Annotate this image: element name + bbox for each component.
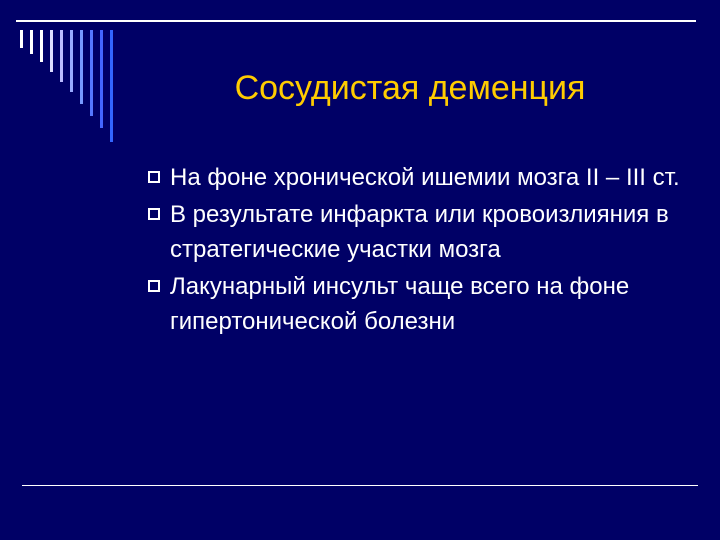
bullet-list [148, 160, 688, 341]
stripe [110, 30, 113, 142]
slide-title: Сосудистая деменция [234, 69, 586, 107]
bullet-text: На фоне хронической ишемии мозга II – III ст. [170, 164, 680, 191]
bullet-item [148, 160, 688, 195]
square-bullet-icon [148, 208, 160, 220]
bullet-item [148, 269, 688, 339]
square-bullet-icon [148, 171, 160, 183]
bullet-text: Лакунарный инсульт чаще всего на фоне гипертонической болезни [170, 273, 630, 335]
stripe [80, 30, 83, 104]
stripe [40, 30, 43, 62]
bottom-rule [22, 485, 698, 486]
bullet-text: В результате инфаркта или кровоизлияния в стратегические участки мозга [170, 201, 669, 263]
stripe [90, 30, 93, 116]
stripe [60, 30, 63, 82]
stripe [20, 30, 23, 48]
bullet-item [148, 197, 688, 267]
stripe [30, 30, 33, 54]
top-rule [16, 20, 696, 22]
square-bullet-icon [148, 280, 160, 292]
stripe [70, 30, 73, 92]
stripe [50, 30, 53, 72]
stripe [100, 30, 103, 128]
